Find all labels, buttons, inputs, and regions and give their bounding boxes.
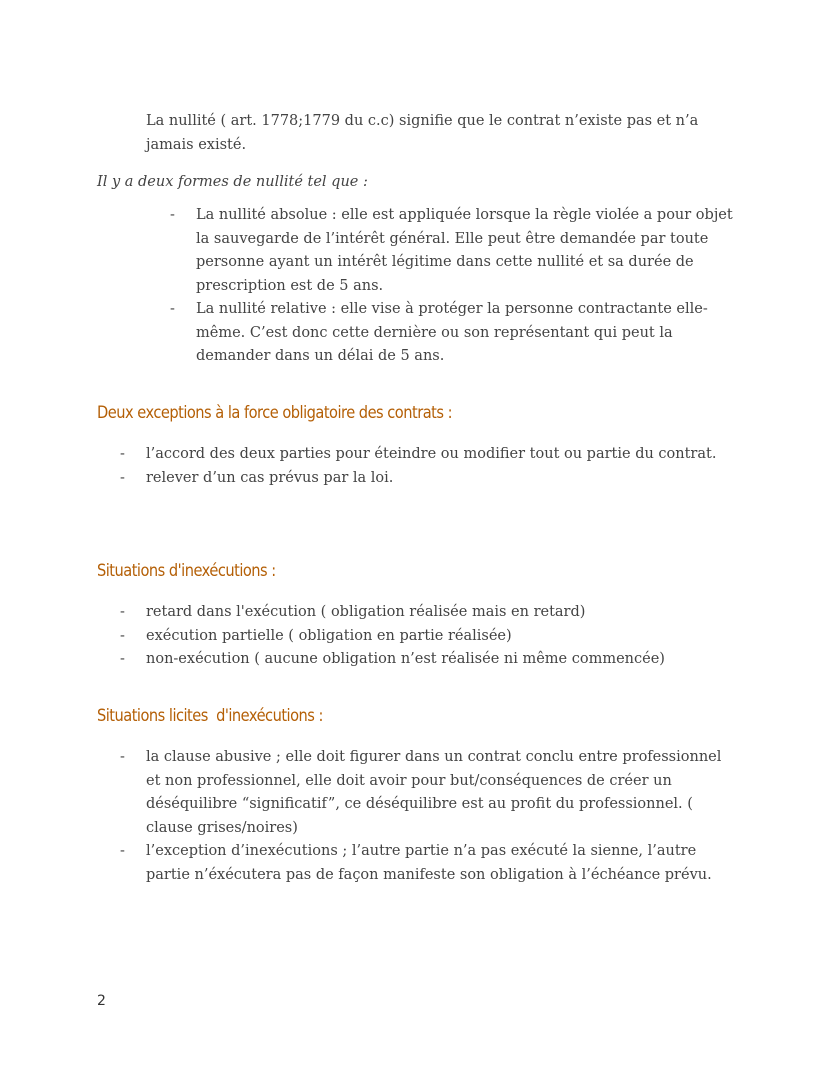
section-title-licites: Situations licites d'inexécutions : [97,706,323,726]
list-item-text: la clause abusive ; elle doit figurer dans un contrat conclu entre professionnel et non professionnel, elle doit avoir pour but/conséquences de créer un déséquilibre “significatif”, ce déséquilibre est au profit du professionnel. ( clause grises/noires) [146,749,722,836]
list-item-text: relever d’un cas prévus par la loi. [146,469,394,486]
list-item [120,746,736,840]
dash-bullet: - [120,651,125,667]
section-title-inexecutions: Situations d'inexécutions : [97,561,276,581]
dash-bullet: - [120,627,125,644]
dash-bullet: - [120,469,125,486]
section-title-exceptions: Deux exceptions à la force obligatoire des contrats : [97,403,453,423]
dash-bullet: - [120,446,125,462]
list-item [120,443,746,467]
dash-bullet: - [120,604,125,620]
intro-paragraph: La nullité ( art. 1778;1779 du c.c) signifie que le contrat n’existe pas et n’a jamais existé. [146,113,699,153]
list-item-text: La nullité absolue : elle est appliquée lorsque la règle violée a pour objet la sauvegarde de l’intérêt général. Elle peut être demandée par toute personne ayant un intérêt légitime dans cette nullité et sa durée de prescription est de 5 ans. [196,207,733,294]
nullite-list [170,204,736,369]
list-item [120,648,746,672]
list-item-text: non-exécution ( aucune obligation n’est réalisée ni même commencée) [146,651,665,667]
list-item [120,601,746,625]
list-item [120,625,746,649]
licites-list [120,746,736,887]
forms-intro: Il y a deux formes de nullité tel que : [97,174,368,190]
dash-bullet: - [120,749,125,765]
list-item [170,298,736,369]
list-item [170,204,736,298]
dash-bullet: - [170,301,175,317]
list-item-text: l’exception d’inexécutions ; l’autre partie n’a pas exécuté la sienne, l’autre partie n’éxécutera pas de façon manifeste son obligation à l’échéance prévu. [146,843,712,883]
list-item-text: exécution partielle ( obligation en partie réalisée) [146,627,512,644]
dash-bullet: - [120,843,125,859]
list-item-text: retard dans l'exécution ( obligation réalisée mais en retard) [146,604,586,620]
page-number: 2 [97,993,106,1009]
list-item-text: l’accord des deux parties pour éteindre ou modifier tout ou partie du contrat. [146,446,717,462]
list-item [120,467,746,491]
exceptions-list [120,443,746,490]
inexecutions-list [120,601,746,672]
dash-bullet: - [170,207,175,223]
list-item-text: La nullité relative : elle vise à protéger la personne contractante elle-même. C’est donc cette dernière ou son représentant qui peut la demander dans un délai de 5 ans. [196,301,708,364]
list-item [120,840,736,887]
